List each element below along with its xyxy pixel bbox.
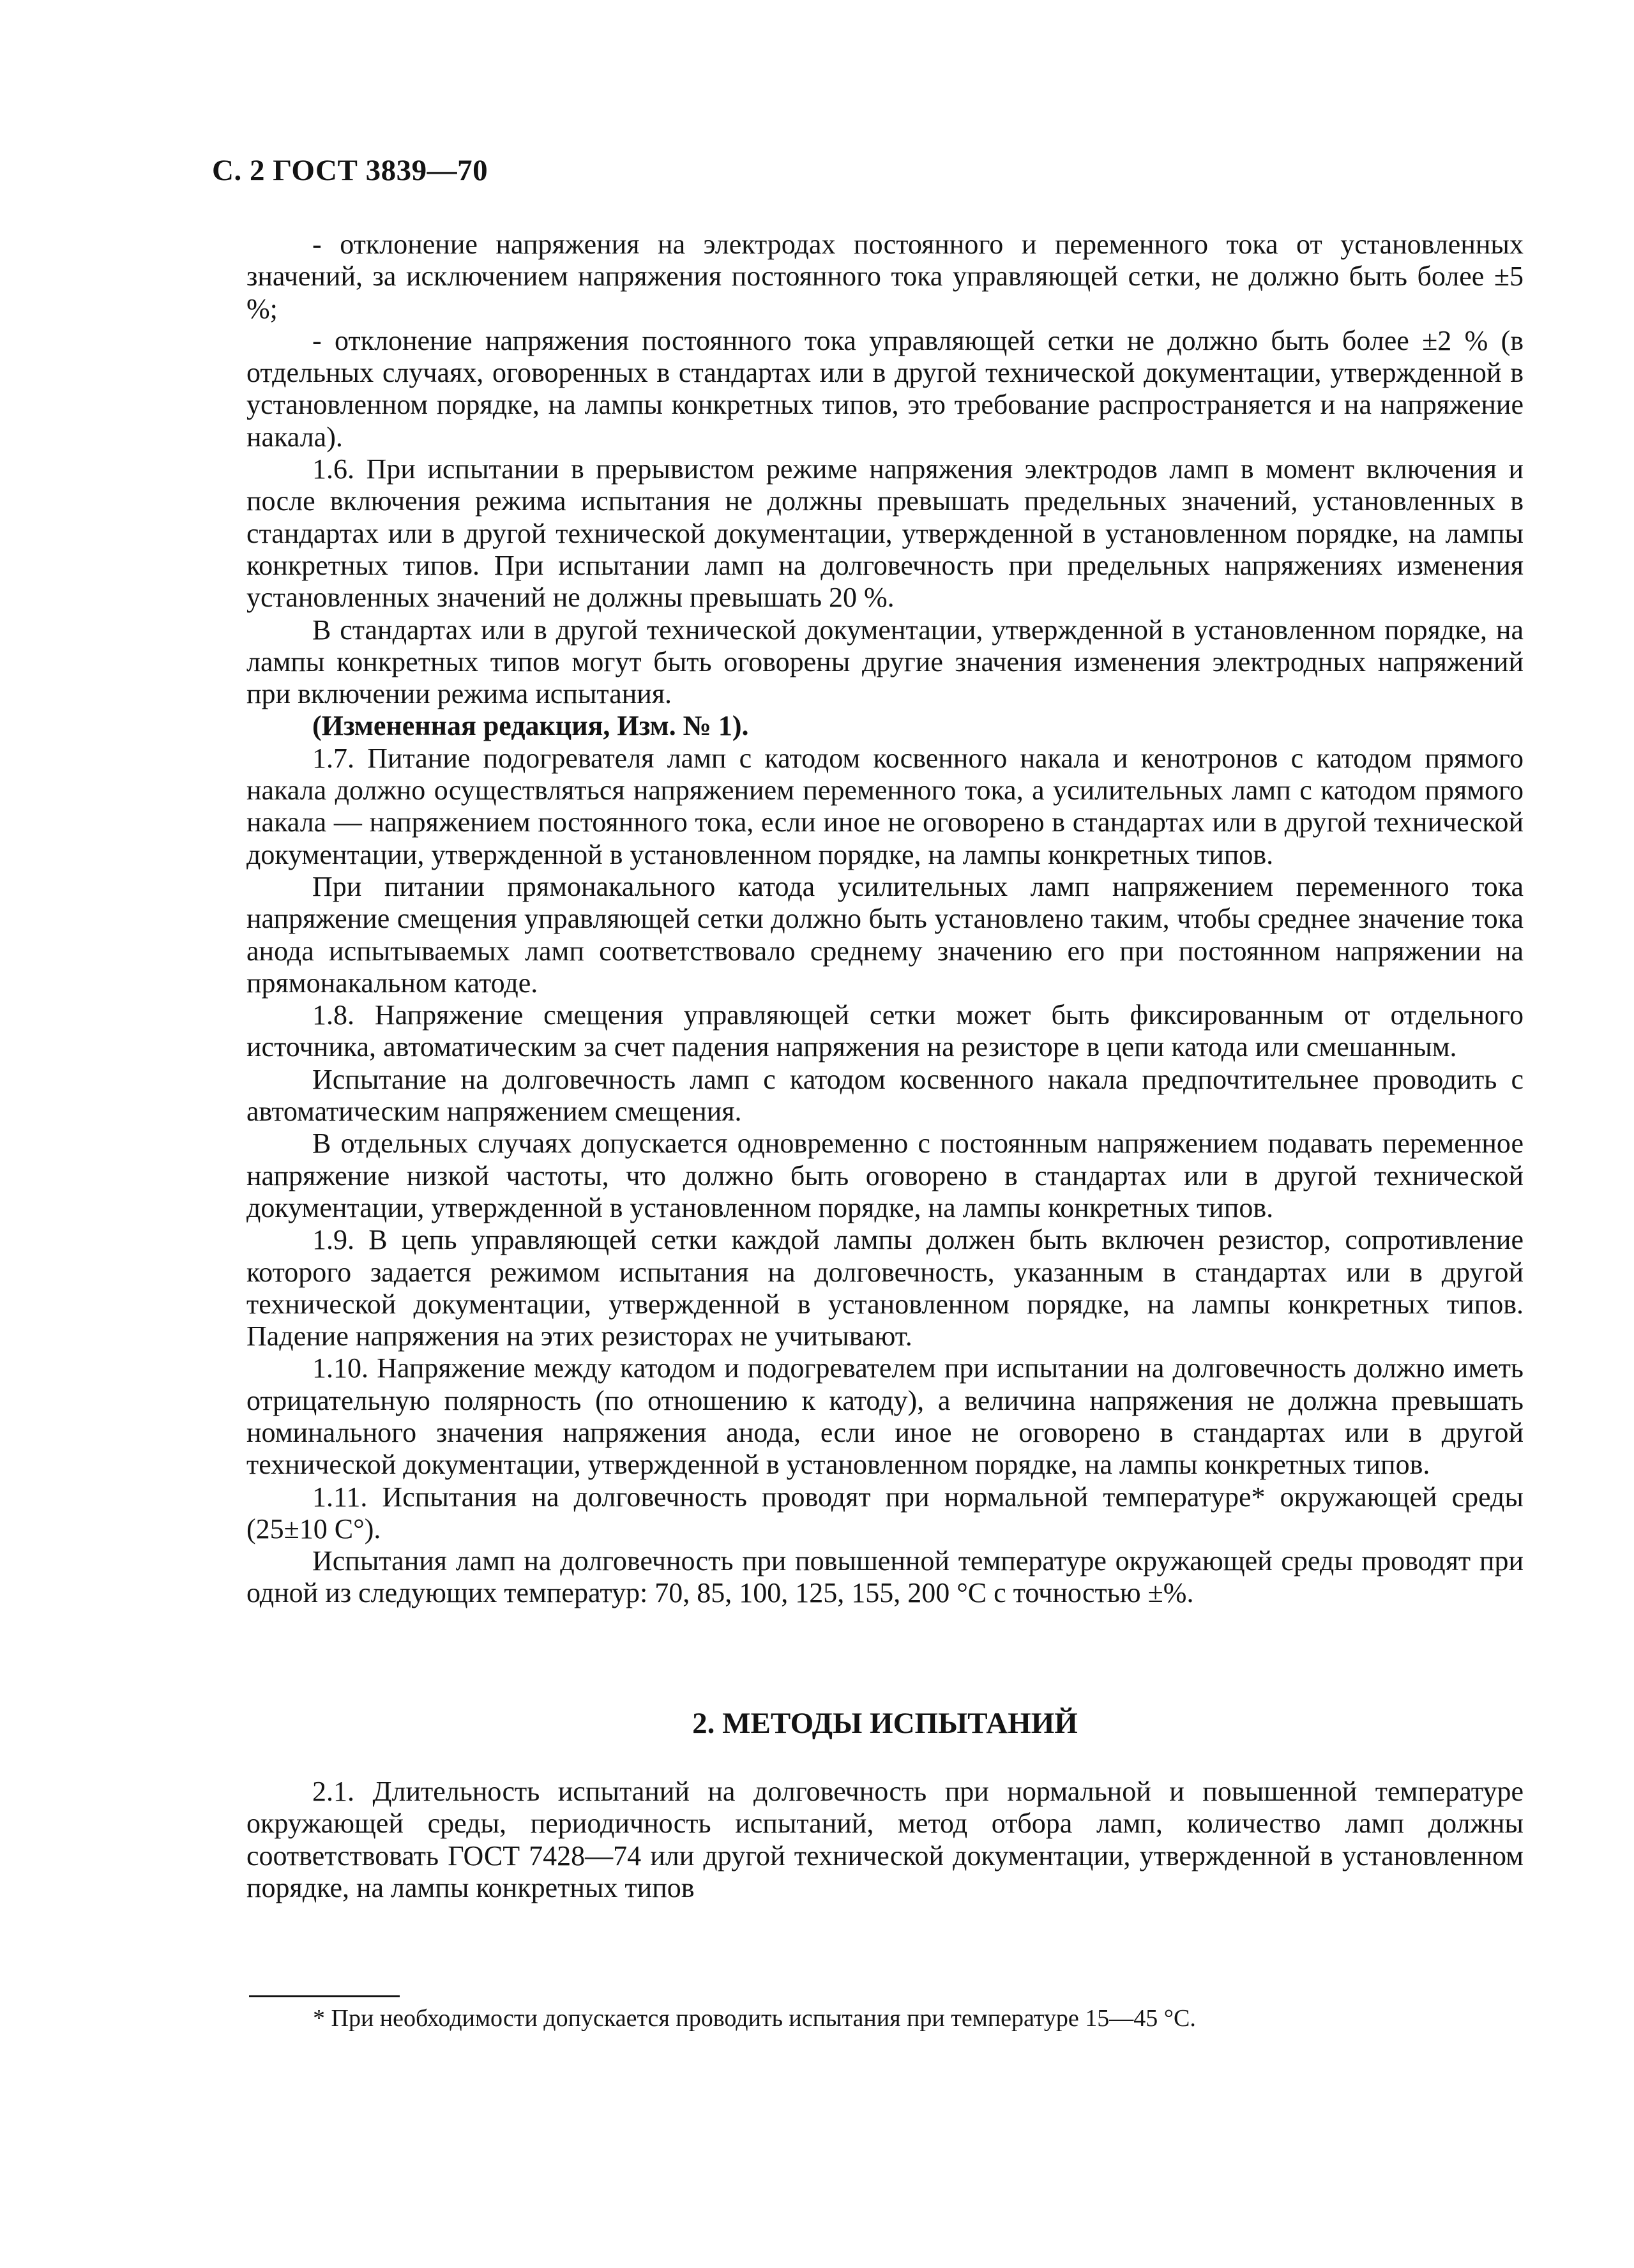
paragraph: Испытание на долговечность ламп с катодом косвенного накала предпочтительнее проводить с автоматическим напряжением смещения. (246, 1063, 1524, 1128)
paragraph: Испытания ламп на долговечность при повышенной температуре окружающей среды проводят при одной из следующих температур: 70, 85, 100, 125, 155, 200 °С с точностью ±%. (246, 1545, 1524, 1609)
section-title: 2. МЕТОДЫ ИСПЫТАНИЙ (692, 1707, 1078, 1740)
paragraph: В стандартах или в другой технической документации, утвержденной в установленном порядке, на лампы конкретных типов могут быть оговорены другие значения изменения электродных напряжений при включении режима испытания. (246, 614, 1524, 710)
footnote: * При необходимости допускается проводить испытания при температуре 15—45 °С. (313, 2005, 1196, 2032)
body-text (246, 229, 1524, 1610)
paragraph: 1.11. Испытания на долговечность проводят при нормальной температуре* окружающей среды (25±10 С°). (246, 1481, 1524, 1545)
paragraph: 1.9. В цепь управляющей сетки каждой лампы должен быть включен резистор, сопротивление которого задается режимом испытания на долговечность, указанным в стандартах или в другой технической документации, утвержденной в установленном порядке, на лампы конкретных типов. Падение напряжения на этих резисторах не учитывают. (246, 1224, 1524, 1352)
footnote-divider (249, 1995, 400, 1997)
section-text (246, 1776, 1524, 1904)
page-header: С. 2 ГОСТ 3839—70 (212, 154, 488, 187)
paragraph: 1.7. Питание подогревателя ламп с катодом косвенного накала и кенотронов с катодом прямого накала должно осуществляться напряжением переменного тока, а усилительных ламп с катодом прямого накала — напряжением постоянного тока, если иное не оговорено в стандартах или в другой технической документации, утвержденной в установленном порядке, на лампы конкретных типов. (246, 742, 1524, 870)
paragraph: 1.8. Напряжение смещения управляющей сетки может быть фиксированным от отдельного источника, автоматическим за счет падения напряжения на резисторе в цепи катода или смешанным. (246, 999, 1524, 1063)
paragraph: При питании прямонакального катода усилительных ламп напряжением переменного тока напряжение смещения управляющей сетки должно быть установлено таким, чтобы среднее значение тока анода испытываемых ламп соответствовало среднему значению его при постоянном напряжении на прямонакальном катоде. (246, 870, 1524, 999)
paragraph: - отклонение напряжения на электродах постоянного и переменного тока от установленных значений, за исключением напряжения постоянного тока управляющей сетки, не должно быть более ±5 %; (246, 229, 1524, 324)
amendment-note: (Измененная редакция, Изм. № 1). (312, 710, 749, 742)
paragraph: 2.1. Длительность испытаний на долговечность при нормальной и повышенной температуре окружающей среды, периодичность испытаний, метод отбора ламп, количество ламп должны соответствовать ГОСТ 7428—74 или другой технической документации, утвержденной в установленном порядке, на лампы конкретных типов (246, 1776, 1524, 1903)
paragraph: 1.6. При испытании в прерывистом режиме напряжения электродов ламп в момент включения и после включения режима испытания не должны превышать предельных значений, установленных в стандартах или в другой технической документации, утвержденной в установленном порядке, на лампы конкретных типов. При испытании ламп на долговечность при предельных напряжениях изменения установленных значений не должны превышать 20 %. (246, 453, 1524, 614)
paragraph: В отдельных случаях допускается одновременно с постоянным напряжением подавать переменное напряжение низкой частоты, что должно быть оговорено в стандартах или в другой технической документации, утвержденной в установленном порядке, на лампы конкретных типов. (246, 1128, 1524, 1223)
paragraph: - отклонение напряжения постоянного тока управляющей сетки не должно быть более ±2 % (в отдельных случаях, оговоренных в стандартах или в другой технической документации, утвержденной в установленном порядке, на лампы конкретных типов, это требование распространяется и на напряжение накала). (246, 324, 1524, 453)
paragraph: 1.10. Напряжение между катодом и подогревателем при испытании на долговечность должно иметь отрицательную полярность (по отношению к катоду), а величина напряжения не должна превышать номинального значения напряжения анода, если иное не оговорено в стандартах или в другой технической документации, утвержденной в установленном порядке, на лампы конкретных типов. (246, 1352, 1524, 1481)
